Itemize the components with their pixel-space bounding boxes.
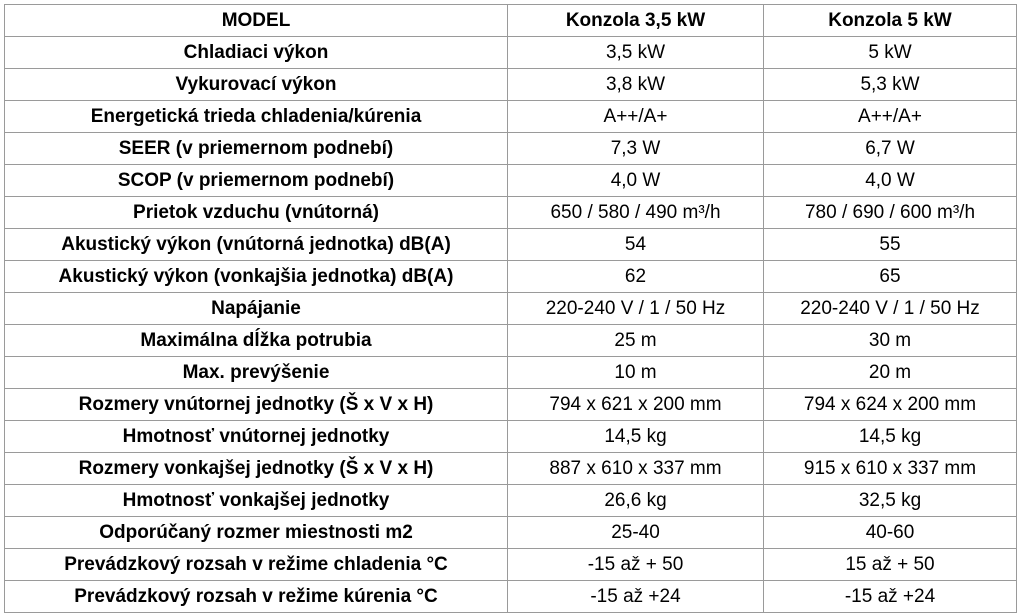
row-value-5kw: 5 kW (764, 37, 1017, 69)
row-value-3-5kw: 3,5 kW (508, 37, 764, 69)
table-row (5, 357, 1017, 389)
row-value-5kw: 780 / 690 / 600 m³/h (764, 197, 1017, 229)
row-value-5kw: 5,3 kW (764, 69, 1017, 101)
row-label: Max. prevýšenie (5, 357, 508, 389)
row-value-3-5kw: -15 až + 50 (508, 549, 764, 581)
row-value-5kw: 220-240 V / 1 / 50 Hz (764, 293, 1017, 325)
row-value-5kw: 4,0 W (764, 165, 1017, 197)
row-label: Akustický výkon (vonkajšia jednotka) dB(A) (5, 261, 508, 293)
row-value-5kw: 14,5 kg (764, 421, 1017, 453)
row-value-5kw: 915 x 610 x 337 mm (764, 453, 1017, 485)
row-value-3-5kw: 3,8 kW (508, 69, 764, 101)
row-value-3-5kw: 650 / 580 / 490 m³/h (508, 197, 764, 229)
row-value-5kw: -15 až +24 (764, 581, 1017, 613)
table-row (5, 293, 1017, 325)
table-row (5, 389, 1017, 421)
table-header-row (5, 5, 1017, 37)
row-value-3-5kw: 26,6 kg (508, 485, 764, 517)
table-row (5, 69, 1017, 101)
row-value-3-5kw: 54 (508, 229, 764, 261)
row-value-3-5kw: 4,0 W (508, 165, 764, 197)
row-label: Rozmery vnútornej jednotky (Š x V x H) (5, 389, 508, 421)
row-value-3-5kw: -15 až +24 (508, 581, 764, 613)
row-value-5kw: 15 až + 50 (764, 549, 1017, 581)
header-konzola-5: Konzola 5 kW (764, 5, 1017, 37)
row-value-3-5kw: 25 m (508, 325, 764, 357)
row-value-3-5kw: A++/A+ (508, 101, 764, 133)
table-row (5, 517, 1017, 549)
spec-table (4, 4, 1017, 613)
row-value-5kw: A++/A+ (764, 101, 1017, 133)
row-value-3-5kw: 7,3 W (508, 133, 764, 165)
table-row (5, 549, 1017, 581)
table-row (5, 197, 1017, 229)
row-value-3-5kw: 794 x 621 x 200 mm (508, 389, 764, 421)
table-row (5, 421, 1017, 453)
row-value-5kw: 30 m (764, 325, 1017, 357)
table-row (5, 133, 1017, 165)
row-label: Prietok vzduchu (vnútorná) (5, 197, 508, 229)
header-model: MODEL (5, 5, 508, 37)
row-label: Hmotnosť vnútornej jednotky (5, 421, 508, 453)
table-row (5, 581, 1017, 613)
row-value-3-5kw: 887 x 610 x 337 mm (508, 453, 764, 485)
row-label: Maximálna dĺžka potrubia (5, 325, 508, 357)
row-value-5kw: 32,5 kg (764, 485, 1017, 517)
row-value-5kw: 40-60 (764, 517, 1017, 549)
row-label: Odporúčaný rozmer miestnosti m2 (5, 517, 508, 549)
table-row (5, 229, 1017, 261)
row-value-3-5kw: 14,5 kg (508, 421, 764, 453)
row-value-5kw: 6,7 W (764, 133, 1017, 165)
table-row (5, 37, 1017, 69)
row-label: Rozmery vonkajšej jednotky (Š x V x H) (5, 453, 508, 485)
row-value-5kw: 65 (764, 261, 1017, 293)
row-label: Hmotnosť vonkajšej jednotky (5, 485, 508, 517)
row-label: SCOP (v priemernom podnebí) (5, 165, 508, 197)
row-label: SEER (v priemernom podnebí) (5, 133, 508, 165)
table-row (5, 261, 1017, 293)
row-value-5kw: 55 (764, 229, 1017, 261)
row-label: Napájanie (5, 293, 508, 325)
table-row (5, 165, 1017, 197)
row-label: Energetická trieda chladenia/kúrenia (5, 101, 508, 133)
row-value-3-5kw: 25-40 (508, 517, 764, 549)
row-value-3-5kw: 62 (508, 261, 764, 293)
table-row (5, 101, 1017, 133)
row-label: Vykurovací výkon (5, 69, 508, 101)
table-row (5, 485, 1017, 517)
row-value-3-5kw: 10 m (508, 357, 764, 389)
row-value-5kw: 794 x 624 x 200 mm (764, 389, 1017, 421)
table-row (5, 325, 1017, 357)
row-value-5kw: 20 m (764, 357, 1017, 389)
row-label: Akustický výkon (vnútorná jednotka) dB(A) (5, 229, 508, 261)
row-label: Prevádzkový rozsah v režime kúrenia °C (5, 581, 508, 613)
row-value-3-5kw: 220-240 V / 1 / 50 Hz (508, 293, 764, 325)
row-label: Chladiaci výkon (5, 37, 508, 69)
row-label: Prevádzkový rozsah v režime chladenia °C (5, 549, 508, 581)
header-konzola-3-5: Konzola 3,5 kW (508, 5, 764, 37)
table-row (5, 453, 1017, 485)
